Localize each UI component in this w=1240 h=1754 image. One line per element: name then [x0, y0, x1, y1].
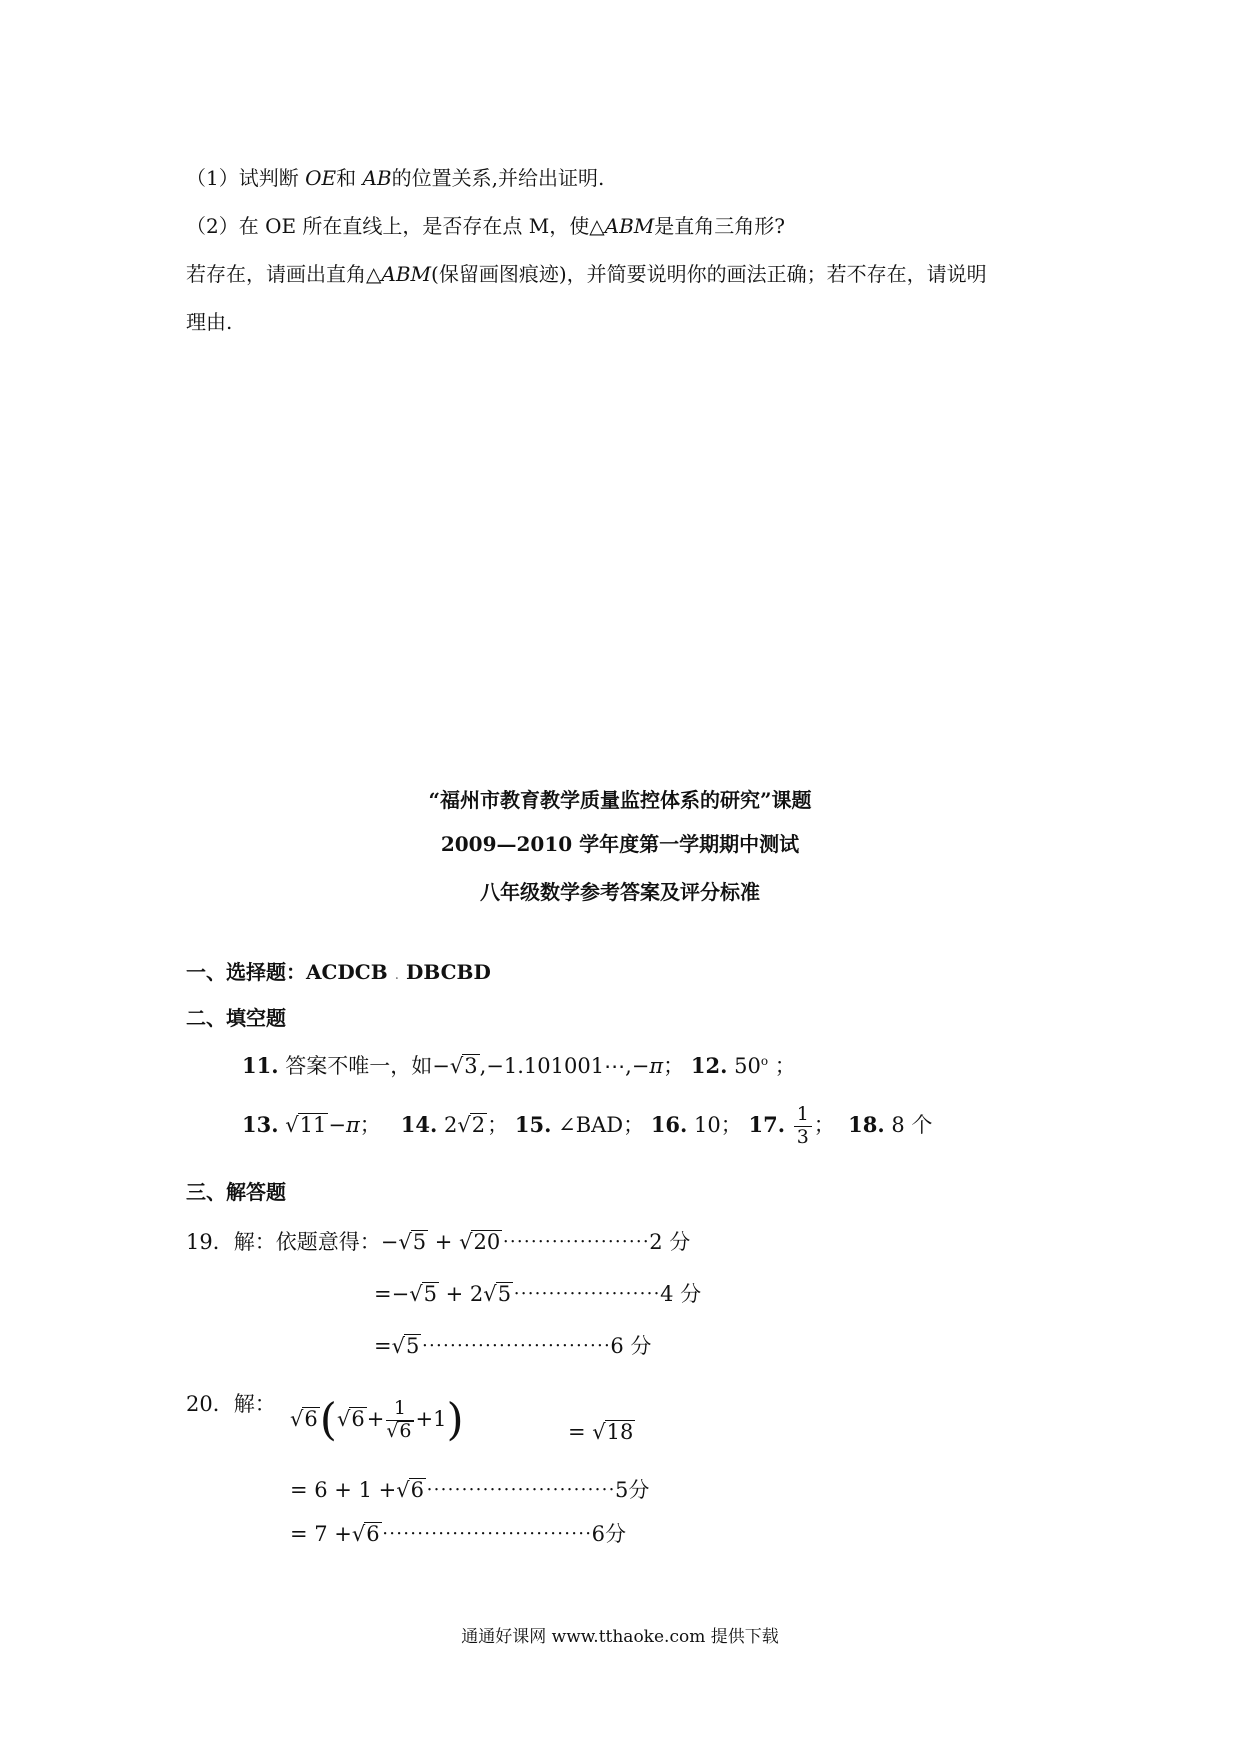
- answer-group: ACDCB: [306, 960, 388, 984]
- leader-dots: ⋯⋯⋯⋯⋯⋯⋯⋯⋯: [425, 1478, 615, 1502]
- denominator: 3: [796, 1125, 809, 1148]
- leader-dots: ⋯⋯⋯⋯⋯⋯⋯⋯⋯⋯: [381, 1522, 592, 1546]
- header-title: “福州市教育教学质量监控体系的研究”课题: [428, 788, 812, 812]
- q19-line-3: =√5⋯⋯⋯⋯⋯⋯⋯⋯⋯6 分: [374, 1334, 652, 1358]
- question-number: 15.: [514, 1111, 552, 1137]
- radicand: 6: [399, 1419, 412, 1442]
- question-number: 16.: [650, 1111, 688, 1137]
- numerator: 1: [794, 1104, 812, 1127]
- minus-sign: −: [432, 1054, 450, 1078]
- expression: = 6 + 1 +: [290, 1478, 397, 1502]
- solution-intro: 解：依题意得：: [233, 1230, 381, 1254]
- operator: =: [568, 1420, 586, 1444]
- question-number: 18.: [848, 1111, 885, 1137]
- text: 和: [336, 166, 363, 190]
- variable: ABM: [604, 214, 655, 238]
- question-part-2-end: 理由.: [186, 310, 233, 334]
- separator: ；: [663, 1054, 685, 1078]
- fraction: [794, 1104, 812, 1149]
- variable: ABM: [381, 262, 432, 286]
- q20-expression: √6(√6+ $\frac{1}{√6}$ +1): [290, 1394, 464, 1446]
- separator: ；: [623, 1112, 645, 1137]
- expression: = 7 +: [290, 1522, 352, 1546]
- radicand: 2: [471, 1112, 486, 1137]
- question-number: 11.: [242, 1053, 279, 1078]
- answer-text: 答案不唯一，如: [285, 1054, 433, 1078]
- radicand: 20: [473, 1230, 501, 1254]
- q20-aside: = √18: [568, 1420, 634, 1444]
- section-choice: [186, 956, 491, 985]
- pi-symbol: π: [649, 1054, 664, 1078]
- text: 若存在，请画出直角△: [186, 262, 382, 286]
- question-part-2: [186, 210, 785, 239]
- fill-row-2: 13. √11−π； 14. 2√2； 15. ∠BAD； 16. 10； 17. $\frac{1}{3}$ ； 18. 8 个: [242, 1103, 933, 1148]
- separator: ；: [359, 1112, 381, 1137]
- text: 是直角三角形?: [654, 214, 786, 238]
- answer-value: ∠BAD: [558, 1112, 624, 1137]
- text: (保留画图痕迹)，并简要说明你的画法正确；若不存在，请说明: [431, 262, 987, 286]
- score: 5分: [614, 1478, 650, 1502]
- radicand: 3: [464, 1054, 478, 1078]
- question-number: 14.: [400, 1111, 438, 1137]
- answer-value: 10: [694, 1112, 721, 1137]
- answer-text: ,−1.101001⋯,−: [479, 1054, 650, 1078]
- text: （2）在 OE 所在直线上，是否存在点 M，使△: [186, 214, 605, 238]
- question-number: 20．: [186, 1392, 234, 1416]
- solution-intro: 解：: [233, 1392, 276, 1416]
- pi-symbol: π: [345, 1112, 360, 1137]
- q20-line-3: = 7 +√6⋯⋯⋯⋯⋯⋯⋯⋯⋯⋯6分: [290, 1522, 627, 1546]
- leader-dots: ⋯⋯⋯⋯⋯⋯⋯: [513, 1282, 661, 1306]
- text: 的位置关系,并给出证明.: [391, 166, 605, 190]
- q19-line-1: 19．解：依题意得：−√5 + √20⋯⋯⋯⋯⋯⋯⋯2 分: [186, 1230, 691, 1254]
- q19-line-2: =−√5 + 2√5⋯⋯⋯⋯⋯⋯⋯4 分: [374, 1282, 702, 1306]
- minus-sign: −: [380, 1230, 399, 1254]
- fraction: [386, 1398, 413, 1443]
- score: 4 分: [660, 1282, 702, 1306]
- radicand: 11: [299, 1112, 327, 1137]
- variable: AB: [362, 166, 392, 190]
- degree-mark: o: [760, 1054, 769, 1068]
- radicand: 18: [606, 1420, 634, 1444]
- question-number: 17.: [748, 1111, 786, 1137]
- text: （1）试判断: [186, 166, 306, 190]
- separator: ；: [813, 1112, 835, 1137]
- q20-line-2: = 6 + 1 +√6⋯⋯⋯⋯⋯⋯⋯⋯⋯5分: [290, 1478, 650, 1502]
- paren: ): [446, 1394, 464, 1446]
- radicand: 5: [406, 1334, 420, 1358]
- operator: +1: [415, 1406, 447, 1431]
- minus-sign: −: [328, 1112, 346, 1137]
- operator: + 2: [445, 1282, 484, 1306]
- leader-dots: ⋯⋯⋯⋯⋯⋯⋯: [502, 1230, 650, 1254]
- operator: +: [366, 1406, 385, 1431]
- separator: ；: [774, 1054, 796, 1078]
- answer-value: 8 个: [891, 1112, 933, 1137]
- section-label: 一、选择题：: [186, 960, 306, 984]
- separator: ；: [487, 1112, 509, 1137]
- operator: +: [434, 1230, 453, 1254]
- score: 6分: [591, 1522, 627, 1546]
- fill-row-1: 11. 答案不唯一，如−√3,−1.101001⋯,−π； 12. 50$^o$ ；: [242, 1053, 796, 1078]
- header-subtitle: 2009—2010 学年度第一学期期中测试: [440, 832, 800, 856]
- score: 2 分: [649, 1230, 691, 1254]
- radicand: 6: [410, 1478, 424, 1502]
- leader-dots: ⋯⋯⋯⋯⋯⋯⋯⋯⋯: [421, 1334, 611, 1358]
- question-number: 19．: [186, 1230, 234, 1254]
- operator: =−: [374, 1282, 410, 1306]
- radicand: 6: [351, 1406, 365, 1431]
- score: 6 分: [610, 1334, 652, 1358]
- page-footer: 通通好课网 www.tthaoke.com 提供下载: [461, 1627, 779, 1647]
- radicand: 6: [304, 1406, 318, 1431]
- answer-group: DBCBD: [406, 960, 491, 984]
- numerator: 1: [386, 1398, 413, 1421]
- radicand: 6: [366, 1522, 380, 1546]
- separator: .: [394, 967, 400, 983]
- section-solve: 三、解答题: [186, 1180, 286, 1204]
- question-number: 12.: [690, 1053, 728, 1078]
- variable: OE: [305, 166, 337, 190]
- question-part-1: [186, 162, 604, 191]
- question-part-2-cont: [186, 258, 987, 287]
- header-heading: 八年级数学参考答案及评分标准: [480, 880, 760, 904]
- q20-label: [186, 1388, 276, 1418]
- paren: (: [319, 1394, 337, 1446]
- operator: =: [374, 1334, 392, 1358]
- question-number: 13.: [242, 1111, 279, 1137]
- section-fill: 二、填空题: [186, 1006, 286, 1030]
- radicand: 5: [497, 1282, 512, 1306]
- coefficient: 2: [444, 1112, 458, 1137]
- radicand: 5: [412, 1230, 427, 1254]
- radicand: 5: [423, 1282, 437, 1306]
- answer-value: 50: [734, 1054, 761, 1078]
- separator: ；: [720, 1112, 742, 1137]
- denominator: √6: [386, 1419, 412, 1442]
